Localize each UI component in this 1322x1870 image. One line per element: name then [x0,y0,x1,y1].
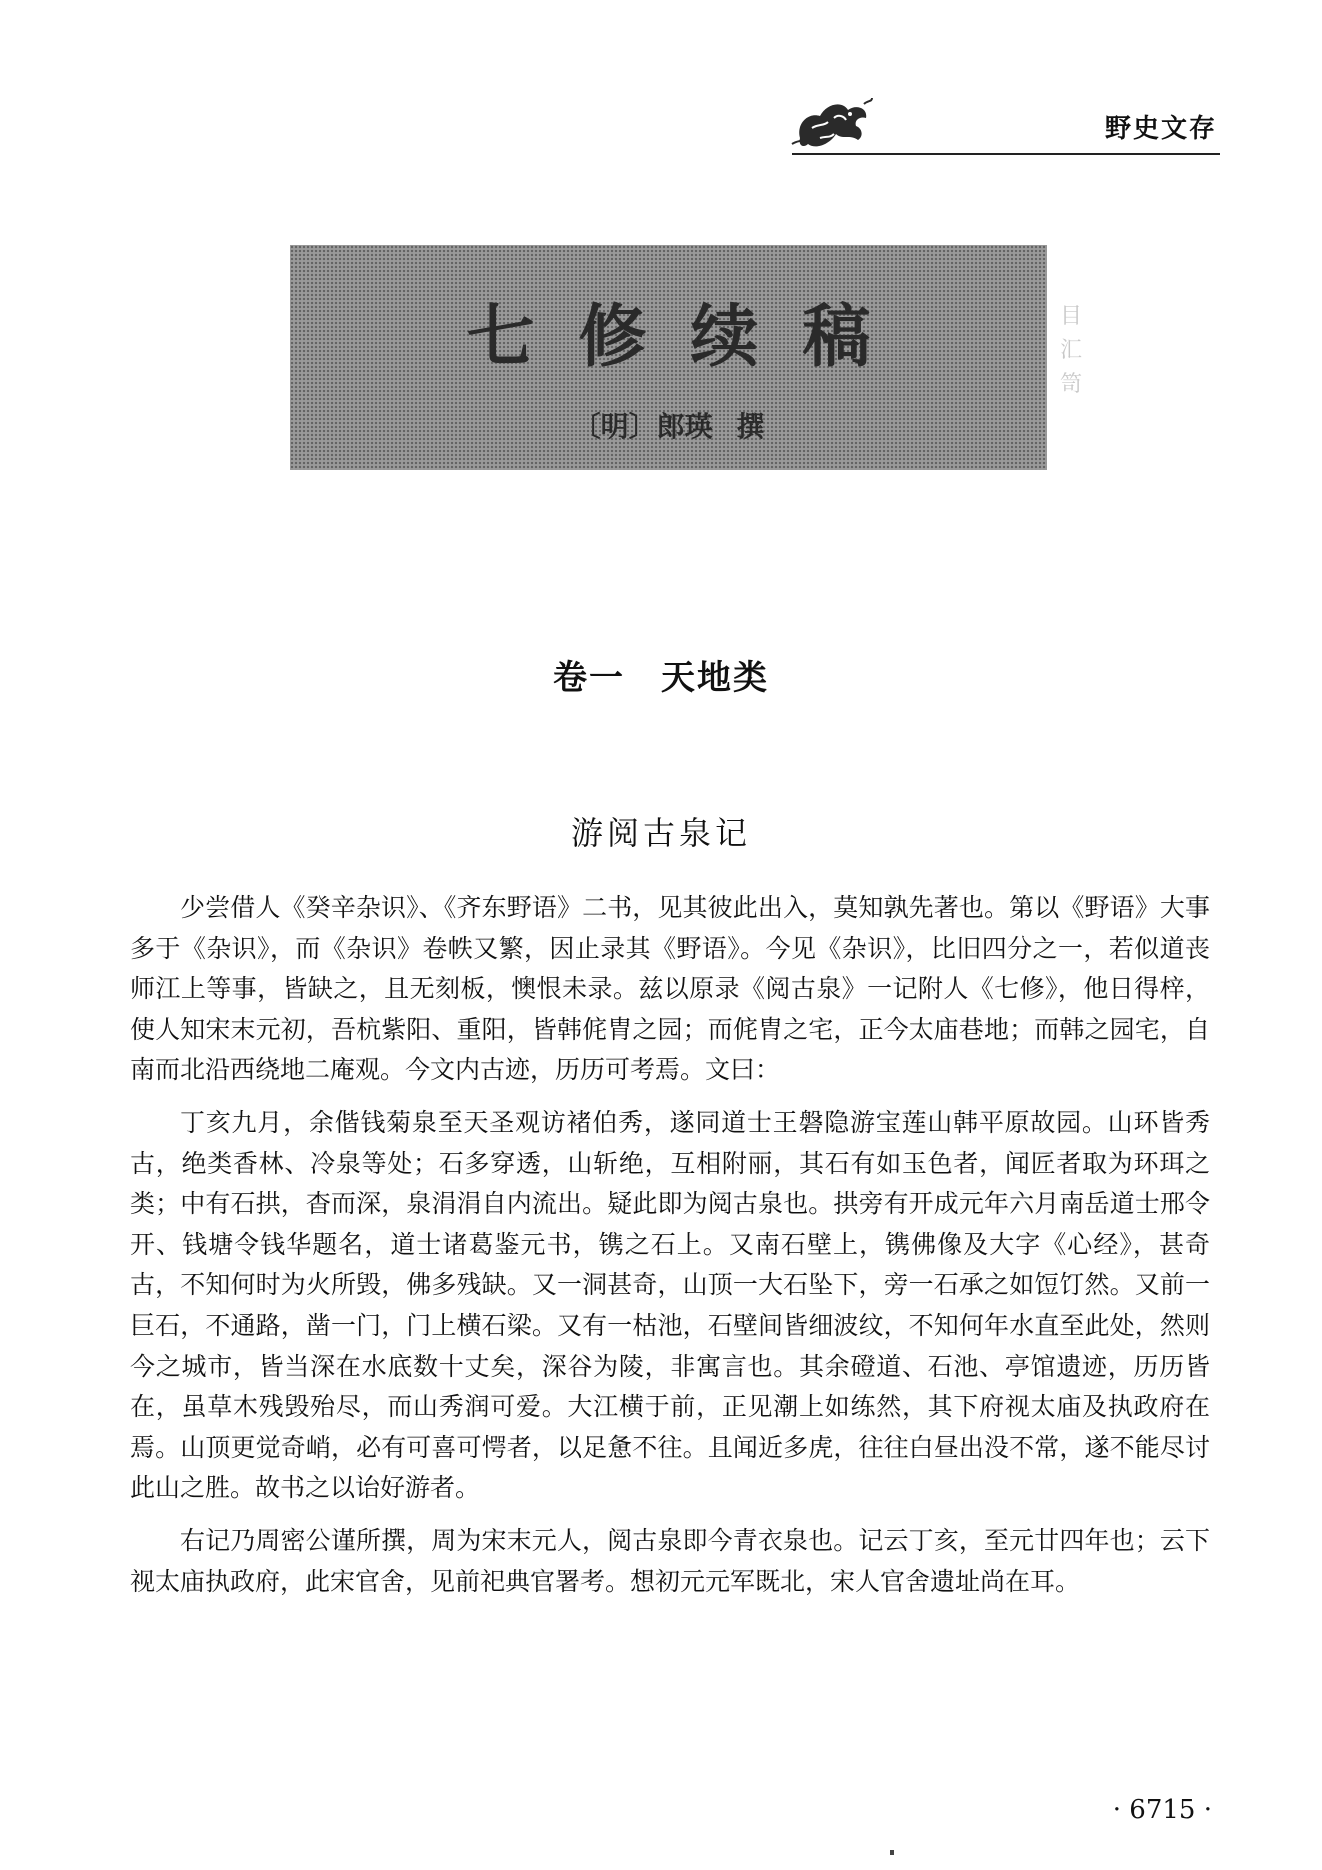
scan-speck [890,1850,894,1855]
title-block [290,245,1047,470]
paragraph: 右记乃周密公谨所撰，周为宋末元人，阅古泉即今青衣泉也。记云丁亥，至元廿四年也；云下视太庙执政府，此宋官舍，见前祀典官署考。想初元元军既北，宋人官舍遗址尚在耳。 [130,1525,1210,1596]
bleed-through-text: 目汇笥 [1060,304,1083,397]
dragon-emblem-icon [790,94,874,156]
header-rule [792,153,1220,155]
article-body [130,888,1210,1614]
page-number: · 6715 · [1112,1795,1212,1825]
volume-heading: 卷一 天地类 [553,658,769,698]
paragraph: 丁亥九月，余偕钱菊泉至天圣观访褚伯秀，遂同道士王磐隐游宝莲山韩平原故园。山环皆秀古，绝类香林、冷泉等处；石多穿透，山斩绝，互相附丽，其石有如玉色者，闻匠者取为环珥之类；中有石拱，杳而深，泉涓涓自内流出。疑此即为阅古泉也。拱旁有开成元年六月南岳道士邢令开、钱塘令钱华题名，道士诸葛鉴元书，镌之石上。又南石壁上，镌佛像及大字《心经》，甚奇古，不知何时为火所毁，佛多残缺。又一洞甚奇，山顶一大石坠下，旁一石承之如饾饤然。又前一巨石，不通路，凿一门，门上横石梁。又有一枯池，石壁间皆细波纹，不知何年水直至此处，然则今之城市，皆当深在水底数十丈矣，深谷为陵，非寓言也。其余磴道、石池、亭馆遗迹，历历皆在，虽草木残毁殆尽，而山秀润可爱。大江横于前，正见潮上如练然，其下府视太庙及执政府在焉。山顶更觉奇峭，必有可喜可愕者，以足惫不往。且闻近多虎，往往白昼出没不常，遂不能尽讨此山之胜。故书之以诒好游者。 [130,1107,1210,1503]
paragraph: 少尝借人《癸辛杂识》、《齐东野语》二书，见其彼此出入，莫知孰先著也。第以《野语》大事多于《杂识》，而《杂识》卷帙又繁，因止录其《野语》。今见《杂识》，比旧四分之一，若似道丧师江上等事，皆缺之，且无刻板，懊恨未录。兹以原录《阅古泉》一记附人《七修》，他日得梓，使人知宋末元初，吾杭紫阳、重阳，皆韩侂胄之园；而侂胄之宅，正今太庙巷地；而韩之园宅，自南而北沿西绕地二庵观。今文内古迹，历历可考焉。文曰： [130,893,1210,1085]
book-author: 〔明〕郎瑛 撰 [572,410,765,443]
running-title: 野史文存 [1104,114,1217,144]
article-title: 游阅古泉记 [570,814,751,852]
book-title: 七修续稿 [466,298,915,377]
